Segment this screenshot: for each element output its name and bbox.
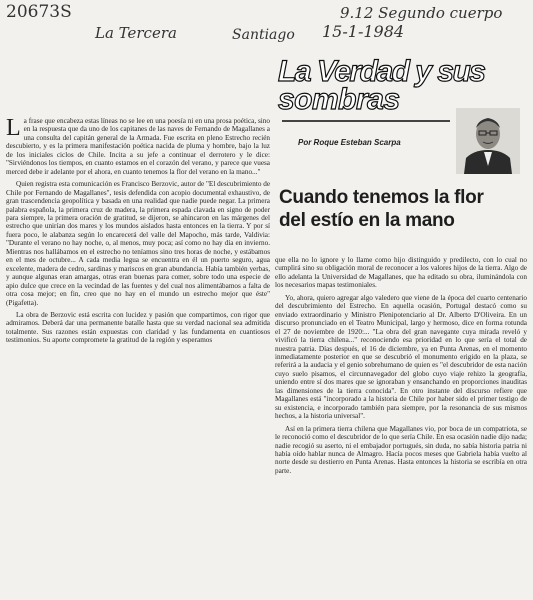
headline-line-2: del estío en la mano — [279, 210, 455, 231]
handwritten-newspaper: La Tercera — [95, 24, 177, 42]
left-column — [6, 117, 270, 595]
paragraph-3: La obra de Berzovic está escrita con lucidez y pasión que compartimos, con rigor que admiramos. Deberá dar una permanente batalle hasta que su verdad nacional sea admitida totalmente. Sus razones están expuestas con claridad y las fundamenta en cuantiosos testimonios. Su aporte compromete la gratitud de la región y esperamos — [6, 310, 270, 345]
right-column — [275, 256, 527, 596]
paragraph-5: Yo, ahora, quiero agregar algo valedero que viene de la época del cuarto centenario del descubrimiento del Estrecho. En aquella ocasión, Portugal destacó como su enviado extraordinario y Ministro Plenipotenciario al Dr. Alberto D'Oliveira. En un discurso pronunciado en el Teatro Municipal, largo y hermoso, dice en forma rotunda el 27 de noviembre de 1920:... "La obra del gran navegante cuya mirada reveló y vivificó la tierra chilena..." reconociendo esa prioridad en lo que sería el total de nuestra patria. Días después, el 16 de diciembre, ya en Punta Arenas, en el momento inmediatamente posterior en que se descubrió el monumento erigido en la plaza, se referirá a la audacia y el genio sobrehumano de quien es "el descubridor de esta nación cuyo suelo pisamos, el circunnavegador del globo cuyo viaje rehizo la geografía, uniendo entre sí dos mares que se ignoraban y ensanchando en proporciones inauditas las dimensiones de la tierra conocida". En otro instante del discurso refiere que Magallanes está "incorporado a la historia de Chile por haber sido el primer testigo de su existencia, e incorporado también para siempre, por la resonancia de sus mismos hechos, a la historia universal". — [275, 293, 527, 421]
paragraph-4: que ella no lo ignore y lo llame como hijo distinguido y predilecto, con lo cual no cumplirá sino su obligación moral de reconocer a los valores hijos de la tierra. Algo de ello adelanta la Universidad de Magallanes, que ha editado su obra, iluminándola con los necesarios mapas testimoniales. — [275, 256, 527, 290]
masthead-line-2: sombras — [278, 83, 400, 116]
handwritten-date: 15-1-1984 — [322, 22, 405, 41]
column-masthead — [278, 55, 528, 116]
author-portrait — [456, 108, 520, 174]
masthead-line-1: La Verdad y sus — [278, 55, 485, 88]
handwritten-section-note: 9.12 Segundo cuerpo — [340, 4, 503, 22]
paragraph-6: Así en la primera tierra chilena que Magallanes vio, por boca de un compatriota, se le reconoció como el descubridor de lo que sería Chile. En esa ocasión nadie dijo nada; nadie recogió su aserto, ni el embajador portugués, sin duda, no sabía historia patria ni había oído hablar nunca de Almagro. Hacía pocos meses que Gabriela había vuelto al norte desde su destierro en Punta Arenas. Hasta entonces la historia se escribía en otra parte. — [275, 424, 527, 475]
drop-cap: L — [6, 117, 21, 141]
paragraph-1: La frase que encabeza estas líneas no se lee en una poesía ni en una prosa poética, sino en la respuesta que da uno de los capitanes de las naves de Fernando de Magallanes a una consulta del capitán general de la Armada. Fue escrita en pleno Estrecho recién descubierto, y es la primera manifestación poética nacida de pluma y hombre, bajo la luz de los iniciales ciclos de Chile. Incita a su jefe a continuar el derrotero y le dice: "Sirviéndonos los tiempos, en cuanto estamos en el corazón del verano, y parece que vuesa merced debe ir adelante por el ahora, en cuanto tenemos la flor del verano en la mano..." — [6, 117, 270, 176]
byline: Por Roque Esteban Scarpa — [298, 138, 401, 147]
headline — [279, 186, 524, 232]
handwritten-number: 20673S — [6, 2, 72, 22]
paragraph-2: Quien registra esta comunicación es Francisco Berzovic, autor de "El descubrimiento de Chile por Fernando de Magallanes", tesis defendida con acopio documental exhaustivo, de gran trascendencia geopolítica y basada en una realidad que nadie puede negar. La primera palabra española, la primera cruz de madera, la primera espada clavada en signo de poder para siempre, la primera oración de gratitud, se dijeron, se ahincaron en las márgenes del estrecho que unirían dos mares y los mundos aislados hasta entonces en la tierra. Y por sí fuera poco, le alabanza según lo encarecerá del valle del Mapocho, más tarde, Valdivia: "Durante el verano no hay noche, o, al menos, muy poca; así como no hay día en invierno. Mientras nos hallábamos en el estrecho no teníamos sino tres horas de noche, y estábamos en el mes de octubre... A cada media legua se encuentra en él un puerto seguro, agua excelente, madera de cedro, sardinas y mariscos en gran abundancia. Había también yerbas, y aunque algunas eran amargas, otras eran buenas para comer, sobre todo una especie de apio dulce que crece en la vecindad de las fuentes y del cual nos alimentábamos a falta de otra cosa mejor; en fin, creo que no hay en el mundo un estrecho mejor que éste" (Pigafetta). — [6, 180, 270, 307]
headline-line-1: Cuando tenemos la flor — [279, 187, 484, 208]
handwritten-city: Santiago — [232, 27, 295, 43]
masthead-rule — [282, 120, 450, 122]
